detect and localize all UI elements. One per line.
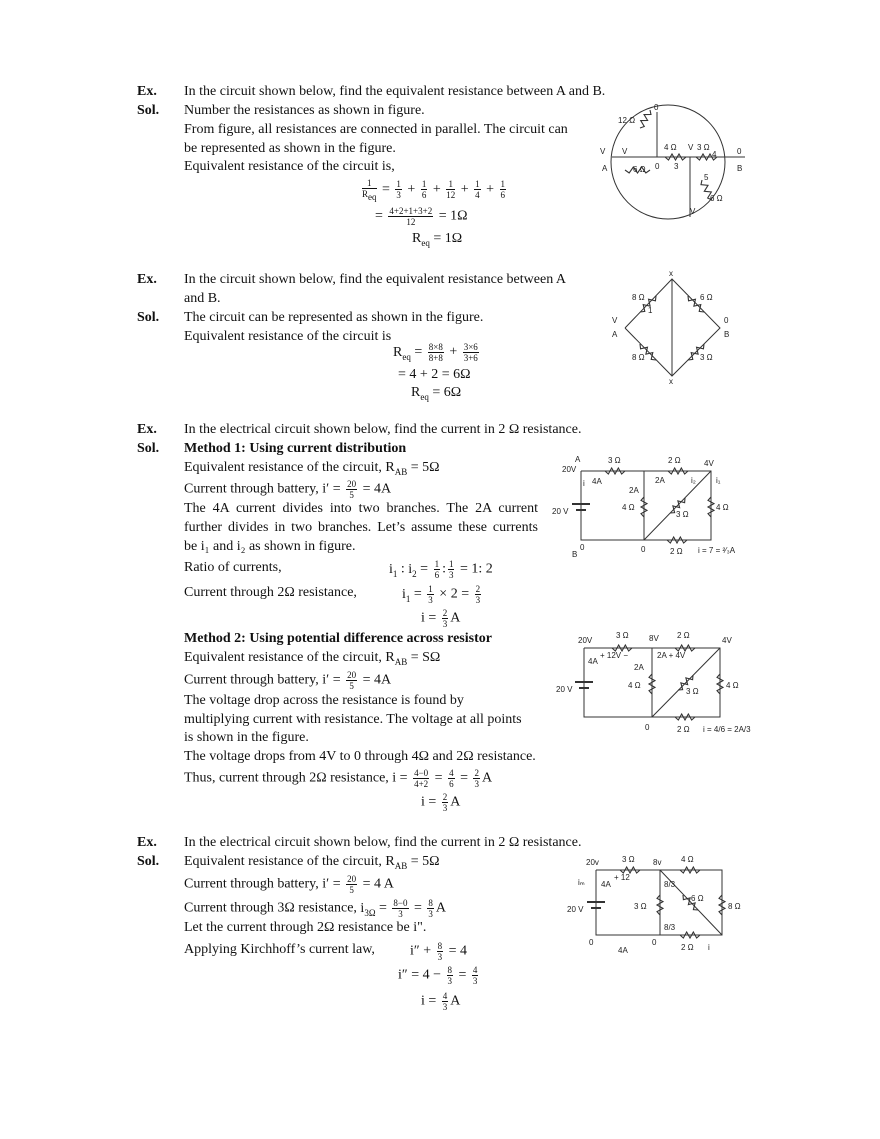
ex-label: Ex. [137,835,157,850]
math-text: = [431,770,447,786]
subscripted-symbol: $i_1$ [402,586,411,604]
math-text: 20 [347,479,357,489]
math-text: 5 [349,681,354,691]
figure-label: 4 Ω [681,855,694,864]
math-text: = 4 [445,943,468,959]
question-3: In the electrical circuit shown below, find the current in 2 Ω resistance. [184,422,582,437]
math-text: + [482,182,498,198]
ex-label: Ex. [137,422,157,437]
figure-label: 2A [629,486,639,495]
figure-label: 20V [578,636,593,645]
math-text: 1 [434,559,440,569]
figure-label: 0 [655,162,660,171]
figure-label: 4 Ω [622,503,635,512]
figure-label: 8/3 [664,923,676,932]
math-text: 6 [449,779,454,789]
figure-label: 5 [704,173,709,182]
paragraph-line: further divides in two branches. Let’s assume these currents [184,520,538,535]
ratio-label: Ratio of currents, [184,560,282,575]
math-text: 12 [446,190,456,201]
math-text: 1 [475,179,480,190]
figure-label: 3 Ω [700,353,713,362]
figure-label: 4 Ω [628,681,641,690]
sol1-line: From figure, all resistances are connected in parallel. The circuit can [184,122,568,137]
ex-label: Ex. [137,272,157,287]
figure-label: x [669,377,673,386]
figure-label: 20 V [556,685,573,694]
method1-title: Method 1: Using current distribution [184,441,407,456]
math-text: Equivalent resistance of the circuit, [184,460,386,475]
sol-label: Sol. [137,441,160,456]
math-text: 8 [447,965,453,975]
math-text: = 4 + 2 = 6Ω [398,367,471,382]
figure-label: V [600,147,606,156]
figure-label: 0 [652,938,657,947]
math-text: 1 [500,179,506,190]
sol-label: Sol. [137,310,160,325]
math-text: 3 [442,803,448,813]
figure-label: 0 [589,938,594,947]
math-text: 5 [349,885,354,895]
math-text: + [429,182,445,198]
math-text: = 1: 2 [456,561,493,577]
math-text: = 5Ω [407,854,440,869]
math-text: Equivalent resistance of the circuit, [184,650,386,665]
current-label: Current through 2Ω resistance, [184,585,357,600]
sol-label: Sol. [137,103,160,118]
math-text: = [375,900,391,916]
math-text: i = [421,993,440,1009]
math-text: 8 [428,898,433,908]
figure-label: 3 Ω [634,902,647,911]
math-text: i = [421,794,440,810]
math-text: : [397,561,409,577]
figure-label: i = 7 = ²⁄₃A [698,546,736,555]
math-text: 8+8 [428,353,443,363]
math-text: × 2 = [435,586,473,602]
subscripted-symbol: $R_{eq}$ [362,189,377,202]
figure-label: 4A [588,657,598,666]
circuit-figure-1 [600,103,745,219]
method2-title: Method 2: Using potential difference across resistor [184,631,492,646]
math-text: 3 [474,779,479,789]
math-text: 4+2 [414,779,429,789]
figure-label: i₂ [691,476,696,485]
circuit-figure-4 [556,631,751,734]
math-text: + [403,182,419,198]
math-text: = 4A [359,481,392,497]
math-text: 3 [447,976,453,986]
figure-label: B [737,164,743,173]
math-text: 3 [428,595,433,605]
figure-label: 3 Ω [686,687,699,696]
sol1-line: be represented as shown in the figure. [184,141,396,156]
figure-label: 0 [654,103,659,112]
math-text: 3 [472,976,478,986]
figure-label: 4A [618,946,628,955]
math-text: + [445,344,461,360]
circuit-figure-3 [552,455,736,559]
figure-label: 1 [648,306,653,315]
math-text: = [416,561,432,577]
figure-label: 20 V [567,905,584,914]
figure-label: 6 Ω [710,194,723,203]
math-text: 8 [437,941,443,951]
question-2-cont: and B. [184,291,221,306]
figure-label: i [708,943,710,952]
subscripted-symbol: $R_{AB}$ [385,650,408,667]
math-text: = 4 A [359,876,394,892]
figure-label: B [572,550,578,559]
math-text: A [481,770,493,786]
let-line: Let the current through 2Ω resistance be i". [184,920,427,935]
math-text: : [442,561,446,577]
math-text: 4 [442,991,448,1001]
kcl-label: Applying Kirchhoff’s current law, [184,942,375,957]
figure-label: 3 [674,162,679,171]
math-text: = 5Ω [407,460,440,475]
figure-label: 4V [704,459,714,468]
math-text: A [450,794,461,810]
subscripted-symbol: $R_{AB}$ [385,460,408,477]
math-text: 1 [396,179,401,190]
figure-label: + 12V − [600,651,629,660]
figure-label: 4A [601,880,611,889]
math-text: = [375,208,387,224]
math-text: 2 [474,768,479,778]
figure-label: 2 Ω [670,547,683,556]
math-text: i″ = 4 − [398,967,445,983]
math-text: 1 [367,178,372,188]
math-text: 8×8 [428,342,443,352]
figure-label: 6 Ω [633,165,646,174]
sol2-line: Equivalent resistance of the circuit is [184,329,392,344]
figure-label: 2 Ω [677,631,690,640]
figure-label: V [622,147,628,156]
math-text: A [450,610,461,626]
figure-label: 8 Ω [728,902,741,911]
math-text: 8−0 [393,898,408,908]
figure-label: x [669,269,673,278]
math-text: 3+6 [463,353,478,363]
paragraph-line: multiplying current with resistance. The voltage at all points [184,712,522,727]
figure-label: 8 Ω [632,353,645,362]
math-text: 12 [406,217,416,227]
math-text: 4+2+1+3+2 [389,206,433,216]
figure-label: 0 [737,147,742,156]
figure-label: i [583,479,585,488]
figure-label: 0 [641,545,646,554]
figure-label: 4 [712,150,717,159]
math-text: = [455,967,470,983]
math-text: 4−0 [414,768,429,778]
figure-label: 20V [562,465,577,474]
paragraph-line: The 4A current divides into two branches. The 2A current [184,501,538,516]
figure-label: 4 Ω [726,681,739,690]
figure-label: V [612,316,618,325]
math-text: 2 [442,792,448,802]
figure-label: 3 Ω [697,143,710,152]
figure-label: 0 [645,723,650,732]
ex-label: Ex. [137,84,157,99]
figure-label: 2A + 4V [657,651,686,660]
math-text: 4 [449,768,454,778]
math-text: 6 [421,190,427,201]
math-text: 6 [500,190,506,201]
figure-label: 6 Ω [700,293,713,302]
paragraph-line: The voltage drop across the resistance is found by [184,693,464,708]
figure-label: 3 Ω [676,510,689,519]
subscripted-symbol: $R_{eq}$ [393,344,411,362]
math-text: Thus, current through 2Ω resistance, i = [184,770,412,786]
math-text: 2 [475,584,481,594]
sol-label: Sol. [137,854,160,869]
math-text: 3 [442,619,448,629]
resistor-symbol [640,110,651,128]
figure-label: V [688,143,694,152]
math-text: 1 [421,179,427,190]
math-text: Equivalent resistance of the circuit, [184,854,386,869]
math-text: 1 [428,584,433,594]
sol2-line: The circuit can be represented as shown in the figure. [184,310,484,325]
figure-label: 4V [722,636,732,645]
math-text: i = [421,610,440,626]
figure-label: 3 Ω [616,631,629,640]
math-text: = [456,770,472,786]
math-text: 20 [347,874,357,884]
paragraph-line: The voltage drops from 4V to 0 through 4Ω and 2Ω resistance. [184,749,536,764]
math-text: = [410,586,426,602]
sol1-line: Number the resistances as shown in figure. [184,103,425,118]
math-text: 4 [475,190,480,201]
paragraph-line: be i₁ and i₂ as shown in figure. [184,539,356,554]
math-text: A [435,900,447,916]
figure-label: 4 Ω [716,503,729,512]
circuit-figure-2 [612,269,729,386]
figure-label: A [575,455,581,464]
sol1-line: Equivalent resistance of the circuit is, [184,159,395,174]
paragraph-line: is shown in the figure. [184,730,309,745]
figure-label: iₘ [578,878,585,887]
math-text: i″ + [410,943,435,959]
math-text: = 6Ω [428,385,462,400]
math-text: = 4A [359,672,392,688]
subscripted-symbol: $R_{eq}$ [412,231,430,248]
figure-label: A [602,164,608,173]
figure-label: + 12 [614,873,630,882]
math-text: = [378,182,394,198]
math-text: Current through battery, i′ = [184,481,345,497]
figure-label: 8V [649,634,659,643]
question-4: In the electrical circuit shown below, find the current in 2 Ω resistance. [184,835,582,850]
math-text: + [457,182,473,198]
math-text: 3 [428,909,433,919]
math-text: Current through battery, i′ = [184,876,345,892]
figure-label: i = 4/6 = 2A/3 [703,725,751,734]
figure-label: 6 Ω [691,894,704,903]
math-text: 5 [349,490,354,500]
figure-label: 0 [724,316,729,325]
math-text: = 1Ω [435,208,468,224]
figure-label: 2 Ω [677,725,690,734]
math-text: 1 [448,559,454,569]
math-text: 3 [398,909,403,919]
math-text: A [450,993,461,1009]
subscripted-symbol: $i_2$ [408,561,417,579]
math-text: Current through 3Ω resistance, [184,900,361,916]
math-text: 3 [448,570,454,580]
math-text: 3×6 [463,342,478,352]
subscripted-symbol: $i_1$ [389,561,398,579]
figure-label: 20v [586,858,599,867]
math-text: 6 [434,570,440,580]
figure-label: 3 Ω [622,855,635,864]
figure-label: A [612,330,618,339]
figure-label: 2A [634,663,644,672]
figure-label: 2A [655,476,665,485]
figure-label: 3 Ω [608,456,621,465]
figure-label: 0 [580,543,585,552]
math-text: = 1Ω [429,231,463,246]
math-text: = SΩ [407,650,441,665]
math-text: Current through battery, i′ = [184,672,345,688]
subscripted-symbol: $R_{AB}$ [385,854,408,871]
math-text: = [410,344,426,360]
figure-label: 8/3 [664,880,676,889]
math-text: 3 [442,1002,448,1012]
math-text: 3 [437,952,443,962]
figure-label: V [690,207,696,216]
figure-label: 2 Ω [681,943,694,952]
circuit-figure-5 [567,855,741,955]
figure-label: 8v [653,858,662,867]
figure-label: 4A [592,477,602,486]
figure-label: 8 Ω [632,293,645,302]
subscripted-symbol: $R_{eq}$ [411,385,429,402]
figure-label: i₁ [716,476,721,485]
figure-label: 4 Ω [664,143,677,152]
math-text: 2 [442,608,448,618]
figure-label: 12 Ω [618,116,636,125]
figure-label: 2 Ω [668,456,681,465]
figure-label: 20 V [552,507,569,516]
figure-label: B [724,330,730,339]
question-1: In the circuit shown below, find the equivalent resistance between A and B. [184,84,606,99]
math-text: 3 [396,190,401,201]
math-text: 20 [347,670,357,680]
math-text: 3 [475,595,481,605]
math-text: 4 [472,965,478,975]
math-text: 1 [448,179,453,190]
math-text: = [410,900,426,916]
question-2: In the circuit shown below, find the equivalent resistance between A [184,272,567,287]
subscripted-symbol: $i_{3\Omega}$ [360,900,376,918]
